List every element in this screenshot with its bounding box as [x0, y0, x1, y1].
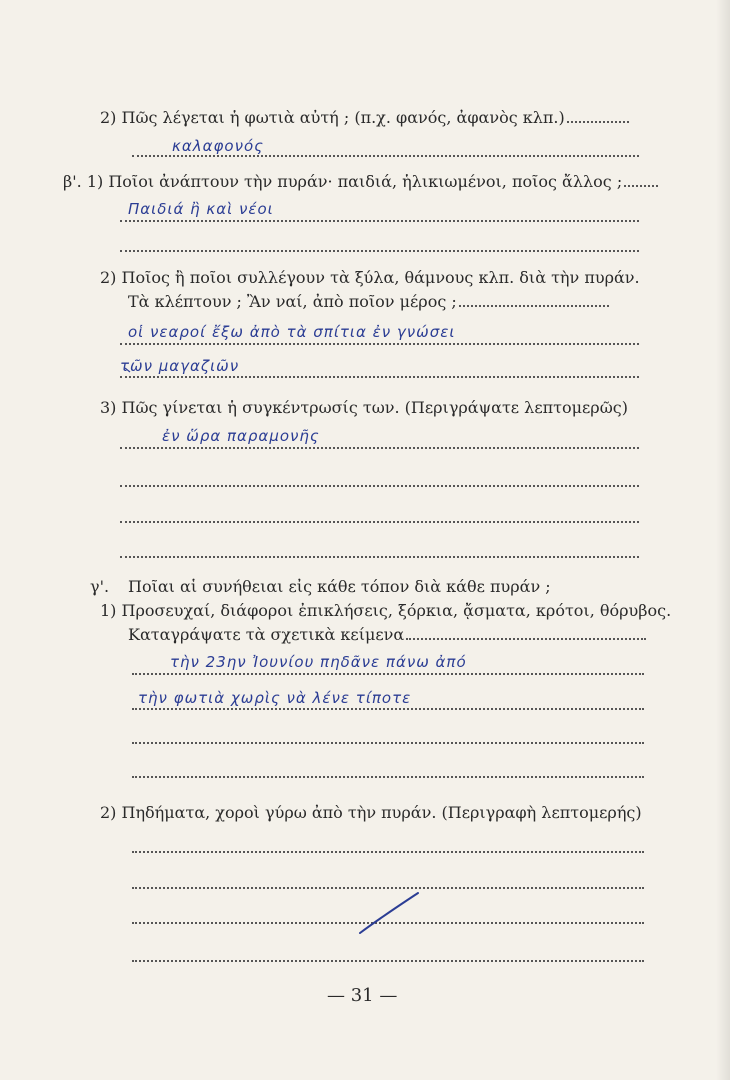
- answer-b1: Παιδιά ἢ καὶ νέοι: [128, 200, 274, 218]
- answer-c1-line1: τὴν 23ην Ἰουνίου πηδᾶνε πάνω ἀπό: [170, 653, 467, 671]
- question-c1-line1: 1) Προσευχαί, διάφοροι ἐπικλήσεις, ξόρκια, ᾄσματα, κρότοι, θόρυβος.: [100, 601, 672, 620]
- question-c2: 2) Πηδήματα, χοροὶ γύρω ἀπὸ τὴν πυράν. (Περιγραφὴ λεπτομερής): [100, 803, 642, 822]
- question-c1-line2-text: Καταγράψατε τὰ σχετικὰ κείμενα: [128, 625, 405, 644]
- answer-b2-line1: οἱ νεαροί ἔξω ἀπὸ τὰ σπίτια ἐν γνώσει: [128, 323, 456, 341]
- question-a2-text: 2) Πῶς λέγεται ἡ φωτιὰ αὐτή ; (π.χ. φανός, ἀφανὸς κλπ.): [100, 108, 565, 127]
- section-c-heading: γ'.: [90, 577, 110, 596]
- answer-b3: ἐν ὥρα παραμονῆς: [162, 427, 320, 445]
- question-b2-line2-text: Τὰ κλέπτουν ; Ἂν ναί, ἀπὸ ποῖον μέρος ;: [128, 292, 457, 311]
- answer-c1-line2: τὴν φωτιὰ χωρὶς νὰ λένε τίποτε: [138, 689, 412, 707]
- answer-a2: καλαφονός: [172, 137, 264, 155]
- section-c-intro: Ποῖαι αἱ συνήθειαι εἰς κάθε τόπον διὰ κάθε πυράν ;: [128, 577, 551, 596]
- answer-b2-line2: τῶν μαγαζιῶν: [120, 357, 240, 375]
- question-b3: 3) Πῶς γίνεται ἡ συγκέντρωσίς των. (Περιγράψατε λεπτομερῶς): [100, 398, 628, 417]
- question-b1-text: β'. 1) Ποῖοι ἀνάπτουν τὴν πυράν· παιδιά, ἡλικιωμένοι, ποῖος ἄλλος ;: [63, 172, 623, 191]
- question-b2-line1: 2) Ποῖος ἢ ποῖοι συλλέγουν τὰ ξύλα, θάμνους κλπ. διὰ τὴν πυράν.: [100, 268, 640, 287]
- page-number: — 31 —: [327, 985, 398, 1006]
